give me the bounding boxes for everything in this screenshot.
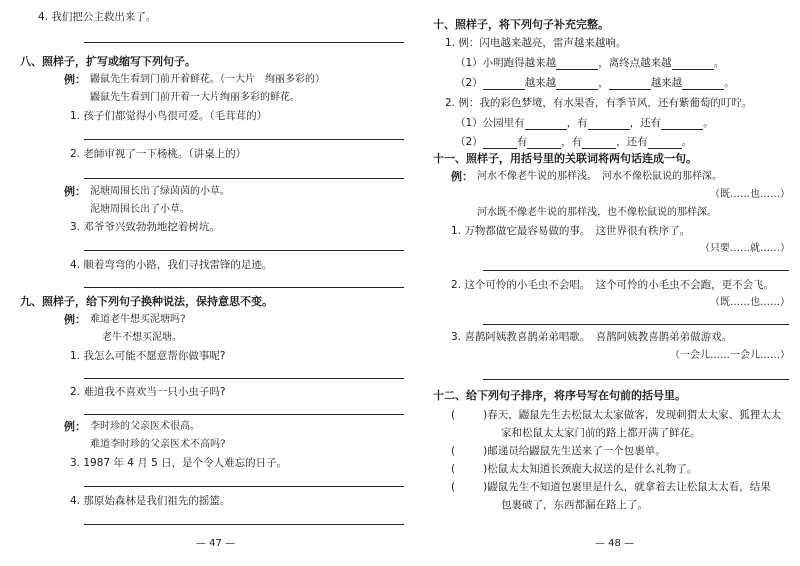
s10-q2-line-1: （1）公园里有 ，有 ，还有 。 xyxy=(455,117,714,129)
section-8-title: 八、照样子，扩写或缩写下列句子。 xyxy=(20,55,196,68)
s10-q2-line-2: （2） 有 ，有 ，还有 。 xyxy=(455,136,693,148)
s9-example2-label: 例： xyxy=(64,420,86,433)
s11-example-answer: 河水既不像老牛说的那样浅，也不像松鼠说的那样深。 xyxy=(477,207,717,218)
answer-line[interactable] xyxy=(483,379,789,380)
s11-question-3: 3. 喜鹊阿姨教喜鹊弟弟唱歌。 喜鹊阿姨教喜鹊弟弟做游戏。 xyxy=(451,331,733,343)
answer-line[interactable] xyxy=(84,42,404,43)
s8-question-3: 3. 邓爷爷兴致勃勃地挖着树坑。 xyxy=(70,221,220,233)
s10-q1-example: 1. 例：闪电越来越亮，雷声越来越响。 xyxy=(445,37,627,49)
fill-blank[interactable] xyxy=(609,79,651,90)
s11-example-conjunction: （既……也……） xyxy=(710,189,790,200)
s11-q2-conjunction: （既……也……） xyxy=(710,297,790,308)
s9-example2-sentence: 李时珍的父亲医术很高。 xyxy=(90,421,200,432)
section-11-title: 十一、照样子，用括号里的关联词将两句话连成一句。 xyxy=(433,152,697,165)
s11-q1-conjunction: （只要……就……） xyxy=(700,243,790,254)
s12-item-3: ( )松鼠太太知道长颈鹿大叔送的是什么礼物了。 xyxy=(451,463,698,475)
answer-line[interactable] xyxy=(84,287,404,288)
s9-example-answer: 老牛不想买泥塘。 xyxy=(102,332,182,343)
fill-blank[interactable] xyxy=(556,79,598,90)
s9-question-1: 1. 我怎么可能不愿意帮你做事呢? xyxy=(70,350,226,362)
s11-q3-conjunction: （一会儿……一会儿……） xyxy=(670,350,790,361)
s12-item-1-continued: 家和松鼠太太家门前的路上都开满了鲜花。 xyxy=(501,427,701,439)
s9-example-label: 例： xyxy=(64,313,86,326)
s11-question-2: 2. 这个可怜的小毛虫不会唱。 这个可怜的小毛虫不会跑，更不会飞。 xyxy=(451,279,775,291)
s11-example-label: 例： xyxy=(451,170,473,183)
s8-example-sentence: 鼹鼠先生看到门前开着鲜花。（一大片 绚丽多彩的） xyxy=(90,74,325,85)
s12-item-4: ( )鼹鼠先生不知道包裹里是什么，就拿着去让松鼠太太看，结果 xyxy=(451,481,771,493)
s8-example-answer: 鼹鼠先生看到门前开着一大片绚丽多彩的鲜花。 xyxy=(90,92,300,103)
s9-question-4: 4. 那原始森林是我们祖先的摇篮。 xyxy=(70,495,231,507)
s9-question-3: 3. 1987 年 4 月 5 日，是个令人难忘的日子。 xyxy=(70,457,288,469)
fill-blank[interactable] xyxy=(661,119,703,130)
section-12-title: 十二、给下列句子排序，将序号写在句前的括号里。 xyxy=(433,389,686,402)
s8-question-1: 1. 孩子们都觉得小鸟很可爱。（毛茸茸的） xyxy=(70,110,268,122)
answer-line[interactable] xyxy=(483,270,789,271)
section-10-title: 十、照样子，将下列句子补充完整。 xyxy=(433,18,609,31)
s9-example-sentence: 难道老牛想买泥塘吗? xyxy=(90,314,186,325)
s8-question-4: 4. 顺着弯弯的小路，我们寻找雷锋的足迹。 xyxy=(70,259,273,271)
page-number-left: — 47 — xyxy=(196,538,236,549)
fill-blank[interactable] xyxy=(483,79,525,90)
fill-blank[interactable] xyxy=(588,119,630,130)
fill-blank[interactable] xyxy=(648,138,682,149)
answer-line[interactable] xyxy=(84,524,404,525)
s12-item-1: ( )春天，鼹鼠先生去松鼠太太家做客，发现刺猬太太家、狐狸太太 xyxy=(451,409,782,421)
fill-blank[interactable] xyxy=(582,138,616,149)
s9-example2-answer: 难道李时珍的父亲医术不高吗? xyxy=(90,439,226,450)
page-number-right: — 48 — xyxy=(595,538,635,549)
section-9-title: 九、照样子，给下列句子换种说法，保持意思不变。 xyxy=(20,295,273,308)
fill-blank[interactable] xyxy=(682,79,724,90)
answer-line[interactable] xyxy=(84,378,404,379)
fill-blank[interactable] xyxy=(483,138,517,149)
s8-example2-sentence: 泥塘周围长出了绿茵茵的小草。 xyxy=(90,186,230,197)
answer-line[interactable] xyxy=(84,486,404,487)
s10-q1-line-2: （2） 越来越 ， 越来越 。 xyxy=(455,77,735,89)
fill-blank[interactable] xyxy=(525,119,567,130)
s8-question-2: 2. 老師审视了一下杨桃。（讲桌上的） xyxy=(70,148,247,160)
s9-question-2: 2. 难道我不喜欢当一只小虫子吗? xyxy=(70,386,226,398)
s11-example-sentence: 河水不像老牛说的那样浅。 河水不像松鼠说的那样深。 xyxy=(477,171,722,182)
fill-blank[interactable] xyxy=(672,59,714,70)
answer-line[interactable] xyxy=(84,178,404,179)
right-page xyxy=(405,0,800,566)
fill-blank[interactable] xyxy=(556,59,598,70)
fill-blank[interactable] xyxy=(527,138,561,149)
s8-example-label: 例： xyxy=(64,73,86,86)
answer-line[interactable] xyxy=(84,414,404,415)
s10-q1-line-1: （1）小明跑得越来越 ，离终点越来越 。 xyxy=(455,57,725,69)
s12-item-2: ( )邮递员给鼹鼠先生送来了一个包裹单。 xyxy=(451,445,666,457)
answer-line[interactable] xyxy=(483,324,789,325)
answer-line[interactable] xyxy=(84,250,404,251)
s8-example2-label: 例： xyxy=(64,185,86,198)
s8-example2-answer: 泥塘周围长出了小草。 xyxy=(90,204,190,215)
s11-question-1: 1. 万物都做它最容易做的事。 这世界很有秩序了。 xyxy=(451,225,691,237)
answer-line[interactable] xyxy=(84,139,404,140)
s10-q2-example: 2. 例：我的彩色梦境，有水果香，有季节风，还有紫葡萄的叮咛。 xyxy=(445,97,753,109)
left-top-item: 4. 我们把公主救出来了。 xyxy=(38,11,157,23)
s12-item-4-continued: 包裹破了，东西都漏在路上了。 xyxy=(501,499,648,511)
